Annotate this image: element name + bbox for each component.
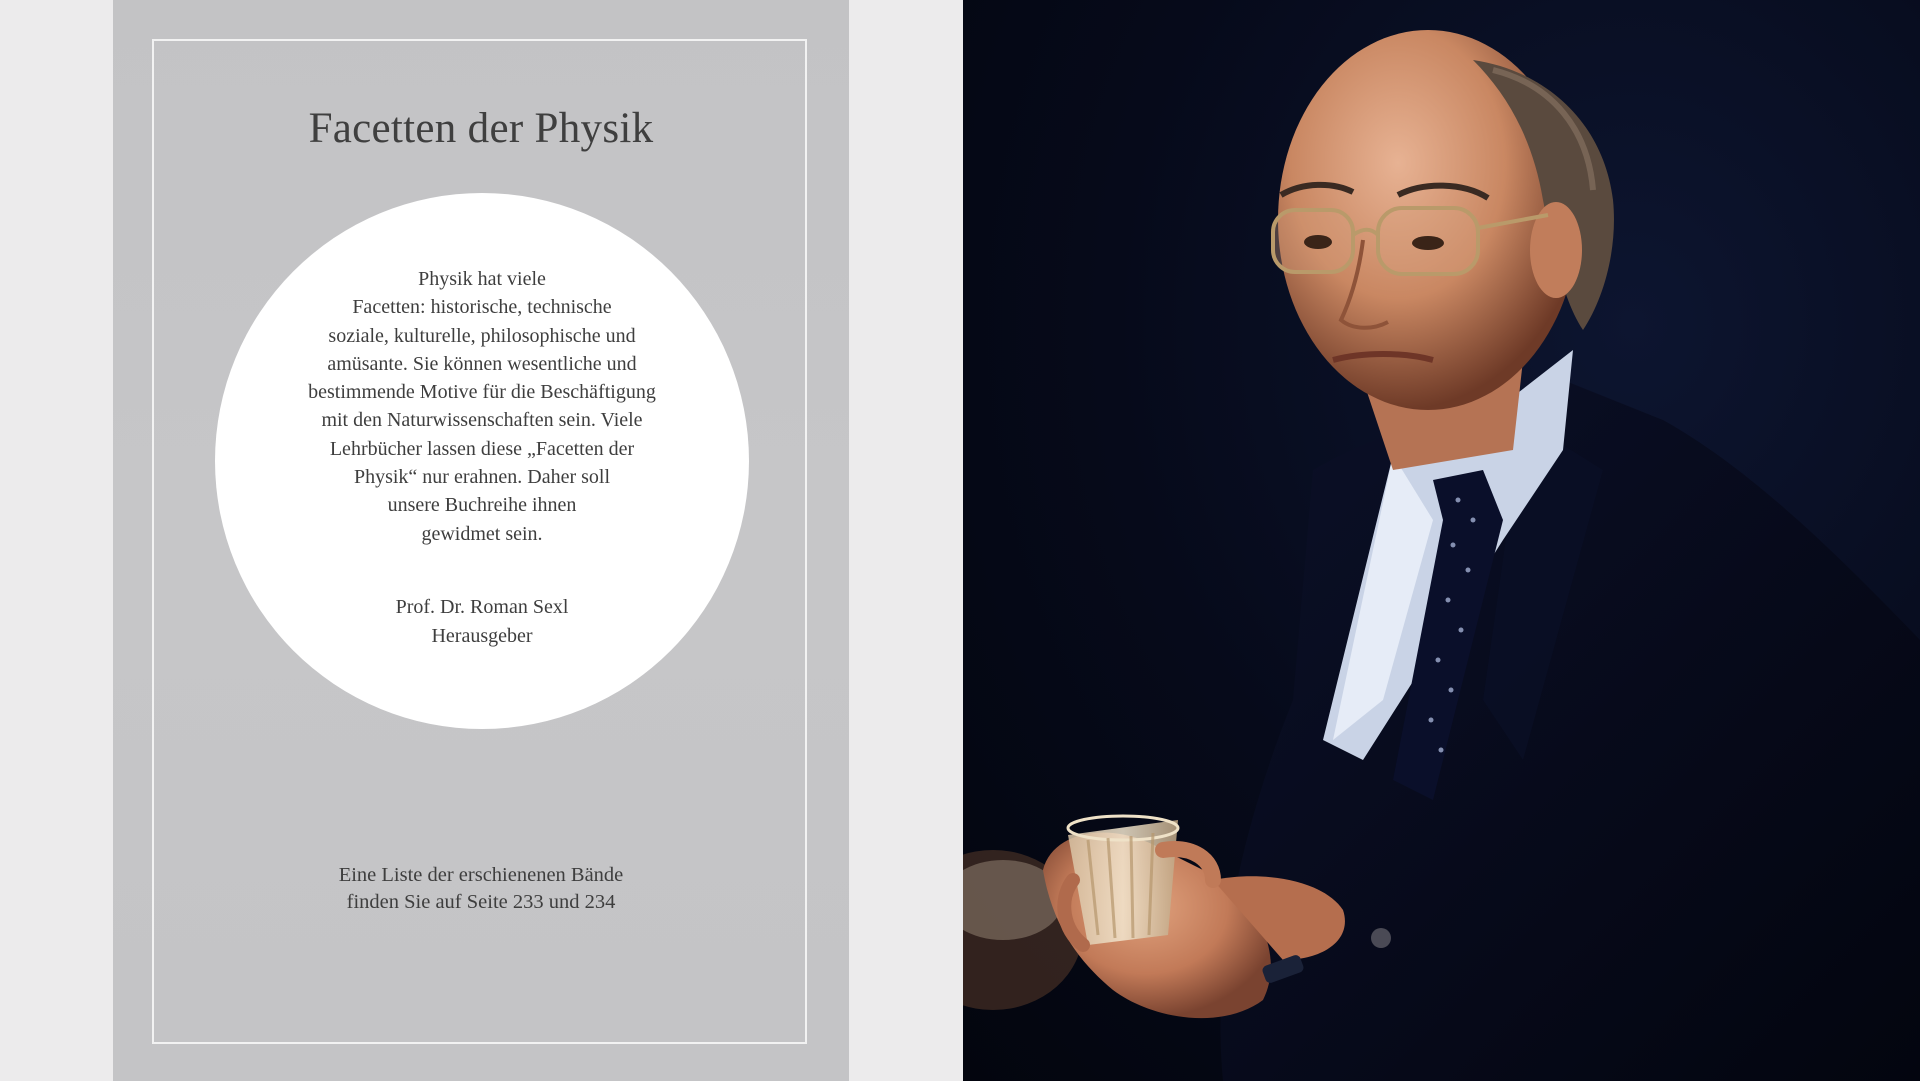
page-title: Facetten der Physik: [308, 105, 654, 152]
footer-line: finden Sie auf Seite 233 und 234: [346, 891, 616, 913]
signature-role: Herausgeber: [431, 625, 533, 647]
intro-line: mit den Naturwissenschaften sein. Viele: [321, 409, 643, 432]
volume-list-note: [113, 862, 849, 916]
intro-text: [215, 265, 749, 548]
intro-line: Lehrbücher lassen diese „Facetten der: [329, 437, 635, 460]
intro-line: gewidmet sein.: [421, 522, 543, 545]
footer-line: Eine Liste der erschienenen Bände: [338, 864, 624, 886]
portrait-photo: [963, 0, 1920, 1081]
intro-circle: [215, 193, 749, 729]
intro-line: bestimmende Motive für die Beschäftigung: [308, 381, 656, 404]
intro-line: Physik hat viele: [418, 268, 546, 290]
portrait-illustration: [963, 0, 1920, 1081]
signature: [215, 593, 749, 651]
signature-name: Prof. Dr. Roman Sexl: [395, 596, 569, 618]
left-margin: [0, 0, 113, 1081]
intro-line: soziale, kulturelle, philosophische und: [328, 324, 636, 347]
intro-line: Physik“ nur erahnen. Daher soll: [353, 466, 611, 489]
center-gutter: [849, 0, 963, 1081]
book-page: [113, 0, 849, 1081]
intro-line: amüsante. Sie können wesentliche und: [327, 352, 637, 375]
intro-line: Facetten: historische, technische: [352, 296, 612, 319]
intro-line: unsere Buchreihe ihnen: [387, 494, 577, 517]
